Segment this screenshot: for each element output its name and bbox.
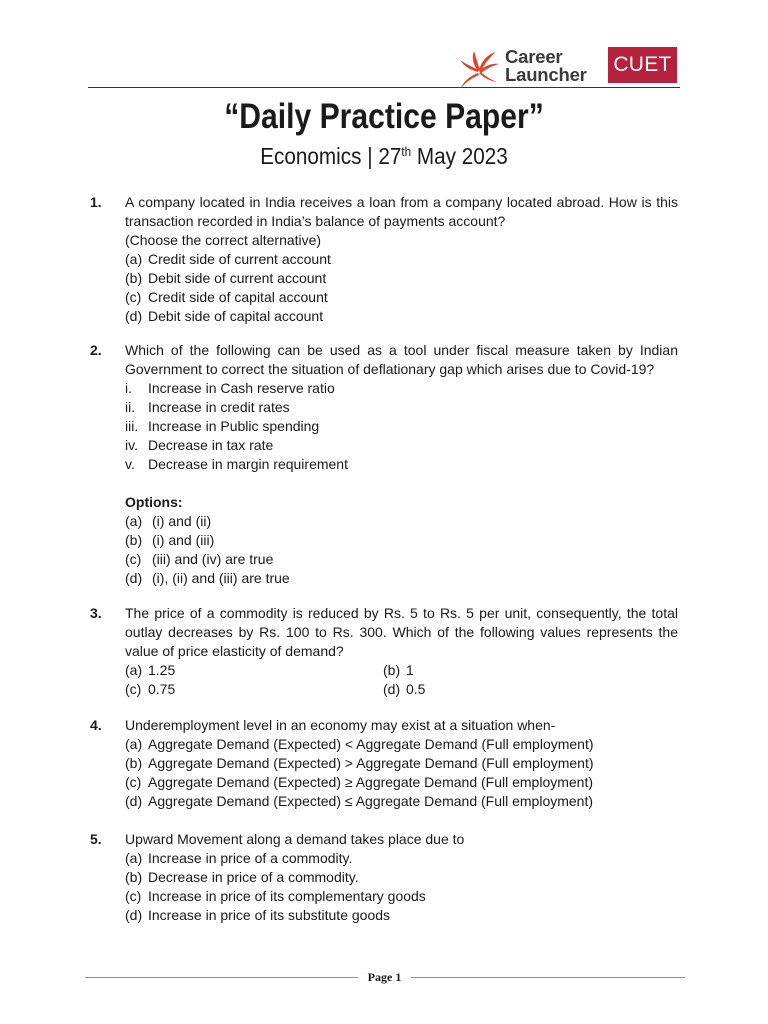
option-label: (b) (125, 869, 143, 885)
page-subtitle (38, 141, 729, 171)
option (125, 269, 678, 288)
option-text: (i) and (iii) (152, 532, 215, 548)
option (125, 680, 383, 699)
option (125, 735, 678, 754)
footer-divider-right (411, 977, 685, 978)
option-label: (d) (125, 907, 143, 923)
brand-header (458, 47, 678, 87)
option-text: 0.5 (406, 681, 426, 697)
statement (125, 455, 678, 474)
option (383, 661, 641, 680)
subtitle-separator: | (367, 143, 373, 169)
cuet-badge: CUET (608, 47, 677, 83)
option-label: (a) (125, 736, 143, 752)
option (125, 307, 678, 326)
statement (125, 379, 678, 398)
statement-text: Increase in credit rates (148, 399, 290, 415)
subject: Economics (260, 143, 362, 169)
option-label: (a) (125, 251, 143, 267)
statement-label: iv. (125, 437, 138, 453)
footer-divider-left (85, 977, 358, 978)
option (125, 569, 678, 588)
option-label: (c) (125, 888, 142, 904)
option-text: Debit side of current account (148, 270, 327, 286)
option-label: (d) (125, 570, 143, 586)
option-text: Credit side of capital account (148, 289, 328, 305)
option (125, 868, 678, 887)
option-label: (c) (125, 681, 142, 697)
statement-label: iii. (125, 418, 139, 434)
option-label: (b) (125, 270, 143, 286)
option-text: (i), (ii) and (iii) are true (152, 570, 290, 586)
date-day-suffix: th (401, 144, 412, 159)
option (125, 531, 678, 550)
statement (125, 436, 678, 455)
option-text: Increase in price of a commodity. (148, 850, 353, 866)
statement-label: i. (125, 380, 132, 396)
option-text: Increase in price of its substitute goods (148, 907, 391, 923)
option (383, 680, 641, 699)
question-number: 5. (90, 831, 102, 847)
question-text: A company located in India receives a loan from a company located abroad. How is this transaction recorded in India’s balance of payments account? (125, 194, 678, 229)
statement (125, 417, 678, 436)
option (125, 792, 678, 811)
header-divider (88, 87, 680, 88)
option-label: (b) (383, 662, 401, 678)
option (125, 250, 678, 269)
option-text: 1 (406, 662, 414, 678)
option-label: (d) (383, 681, 401, 697)
question-number: 2. (90, 342, 102, 358)
option-text: Aggregate Demand (Expected) < Aggregate Demand (Full employment) (148, 736, 594, 752)
statement-text: Decrease in tax rate (148, 437, 274, 453)
date-month-year: May 2023 (416, 143, 508, 169)
option (125, 550, 678, 569)
option-text: Aggregate Demand (Expected) ≥ Aggregate Demand (Full employment) (148, 774, 594, 790)
option-text: Increase in price of its complementary goods (148, 888, 426, 904)
option-label: (c) (125, 774, 142, 790)
statement-text: Increase in Public spending (148, 418, 320, 434)
question-instruction: (Choose the correct alternative) (125, 232, 322, 248)
brand-name-line2: Launcher (505, 63, 587, 85)
statement-label: ii. (125, 399, 136, 415)
option (125, 887, 678, 906)
brand-name (505, 48, 587, 83)
option-text: Decrease in price of a commodity. (148, 869, 359, 885)
question-text: Upward Movement along a demand takes place due to (125, 831, 465, 847)
question-text: Underemployment level in an economy may exist at a situation when- (125, 717, 556, 733)
option-label: (d) (125, 793, 143, 809)
option-label: (b) (125, 755, 143, 771)
question-number: 4. (90, 717, 102, 733)
option-text: 0.75 (148, 681, 176, 697)
option (125, 512, 678, 531)
option-label: (a) (125, 662, 143, 678)
option-text: Aggregate Demand (Expected) > Aggregate Demand (Full employment) (148, 755, 594, 771)
statement-text: Decrease in margin requirement (148, 456, 348, 472)
option-text: 1.25 (148, 662, 176, 678)
option (125, 906, 678, 925)
question-number: 3. (90, 605, 102, 621)
page-number: Page 1 (367, 970, 402, 984)
statement-text: Increase in Cash reserve ratio (148, 380, 335, 396)
brand-name-line1: Career (505, 46, 563, 67)
option-text: Aggregate Demand (Expected) ≤ Aggregate Demand (Full employment) (148, 793, 594, 809)
option (125, 849, 678, 868)
career-launcher-logo-icon (458, 50, 500, 90)
option (125, 288, 678, 307)
option-text: (iii) and (iv) are true (152, 551, 274, 567)
option-label: (d) (125, 308, 143, 324)
option-label: (c) (125, 551, 142, 567)
option (125, 754, 678, 773)
option-label: (c) (125, 289, 142, 305)
option-text: (i) and (ii) (152, 513, 212, 529)
option-label: (a) (125, 513, 143, 529)
question-text: Which of the following can be used as a tool under fiscal measure taken by Indian Government to correct the situation of deflationary gap which arises due to Covid-19? (125, 342, 678, 377)
option (125, 773, 678, 792)
question-number: 1. (90, 194, 102, 210)
statement (125, 398, 678, 417)
option (125, 661, 383, 680)
question-text: The price of a commodity is reduced by Rs. 5 to Rs. 5 per unit, consequently, the total outlay decreases by Rs. 100 to Rs. 300. Which of the following values represents the value of price elasticity of demand? (125, 605, 678, 659)
option-label: (b) (125, 532, 143, 548)
option-text: Credit side of current account (148, 251, 331, 267)
options-heading: Options: (125, 494, 183, 510)
date-day: 27 (378, 143, 402, 169)
option-label: (a) (125, 850, 143, 866)
statement-label: v. (125, 456, 135, 472)
option-text: Debit side of capital account (148, 308, 324, 324)
page-title: “Daily Practice Paper” (224, 97, 544, 136)
